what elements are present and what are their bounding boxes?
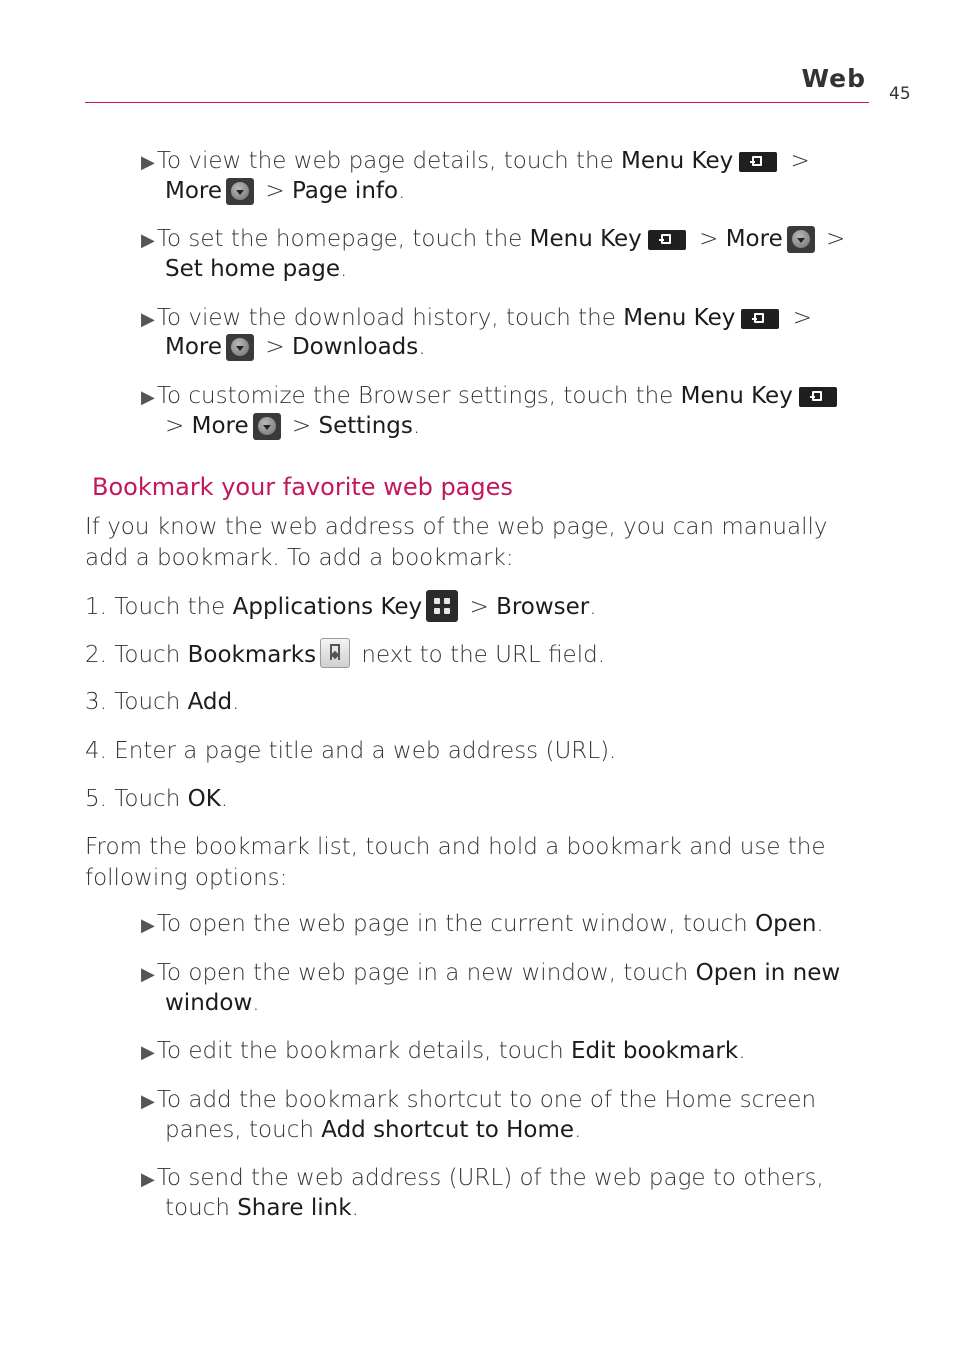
- option-shortcut-line2: panes, touch Add shortcut to Home.: [165, 1117, 582, 1143]
- header-rule: [85, 102, 869, 103]
- more-icon: [787, 226, 815, 253]
- option-shortcut-line1: ▶To add the bookmark shortcut to one of the Home screen: [141, 1087, 817, 1113]
- bullet-homepage-line2: Set home page.: [165, 256, 348, 282]
- intro-line2: add a bookmark. To add a bookmark:: [85, 545, 514, 571]
- bullet-arrow: ▶: [141, 1091, 155, 1112]
- bullet-arrow: ▶: [141, 964, 155, 985]
- option-open-new-line1: ▶To open the web page in a new window, touch Open in new: [141, 960, 841, 986]
- bullet-downloads-line2: More > Downloads.: [165, 334, 426, 360]
- menu-key-icon: [741, 309, 779, 329]
- more-icon: [226, 334, 254, 361]
- bullet-arrow: ▶: [141, 309, 155, 330]
- step-1: 1. Touch the Applications Key > Browser.: [85, 590, 597, 622]
- applications-key-icon: [426, 590, 458, 622]
- options-intro-line1: From the bookmark list, touch and hold a bookmark and use the: [85, 834, 826, 860]
- more-icon: [253, 413, 281, 440]
- bookmarks-icon: [320, 638, 350, 668]
- bullet-page-info-line2: More > Page info.: [165, 178, 406, 204]
- more-icon: [226, 178, 254, 205]
- bullet-page-info-line1: ▶To view the web page details, touch the Menu Key >: [141, 148, 810, 174]
- section-title: Web: [801, 64, 866, 93]
- bullet-arrow: ▶: [141, 1042, 155, 1063]
- bullet-arrow: ▶: [141, 1169, 155, 1190]
- option-edit: ▶To edit the bookmark details, touch Edit bookmark.: [141, 1038, 746, 1064]
- option-share-line1: ▶To send the web address (URL) of the web page to others,: [141, 1165, 824, 1191]
- menu-key-icon: [799, 387, 837, 407]
- options-intro-line2: following options:: [85, 865, 288, 891]
- option-open-new-line2: window.: [165, 990, 260, 1016]
- bullet-arrow: ▶: [141, 230, 155, 251]
- bullet-homepage-line1: ▶To set the homepage, touch the Menu Key > More >: [141, 226, 846, 252]
- bullet-arrow: ▶: [141, 915, 155, 936]
- option-open: ▶To open the web page in the current window, touch Open.: [141, 911, 824, 937]
- step-2: 2. Touch Bookmarks next to the URL field.: [85, 638, 605, 670]
- bullet-downloads-line1: ▶To view the download history, touch the Menu Key >: [141, 305, 812, 331]
- step-5: 5. Touch OK.: [85, 786, 229, 812]
- option-share-line2: touch Share link.: [165, 1195, 359, 1221]
- menu-key-icon: [648, 230, 686, 250]
- page-number: 45: [889, 84, 911, 104]
- menu-key-icon: [739, 152, 777, 172]
- step-4: 4. Enter a page title and a web address (URL).: [85, 738, 617, 764]
- bullet-arrow: ▶: [141, 152, 155, 173]
- bullet-settings-line1: ▶To customize the Browser settings, touch the Menu Key: [141, 381, 843, 413]
- intro-line1: If you know the web address of the web page, you can manually: [85, 514, 828, 540]
- section-heading: Bookmark your favorite web pages: [92, 473, 513, 501]
- bullet-settings-line2: > More > Settings.: [165, 413, 421, 439]
- bullet-arrow: ▶: [141, 387, 155, 408]
- step-3: 3. Touch Add.: [85, 689, 240, 715]
